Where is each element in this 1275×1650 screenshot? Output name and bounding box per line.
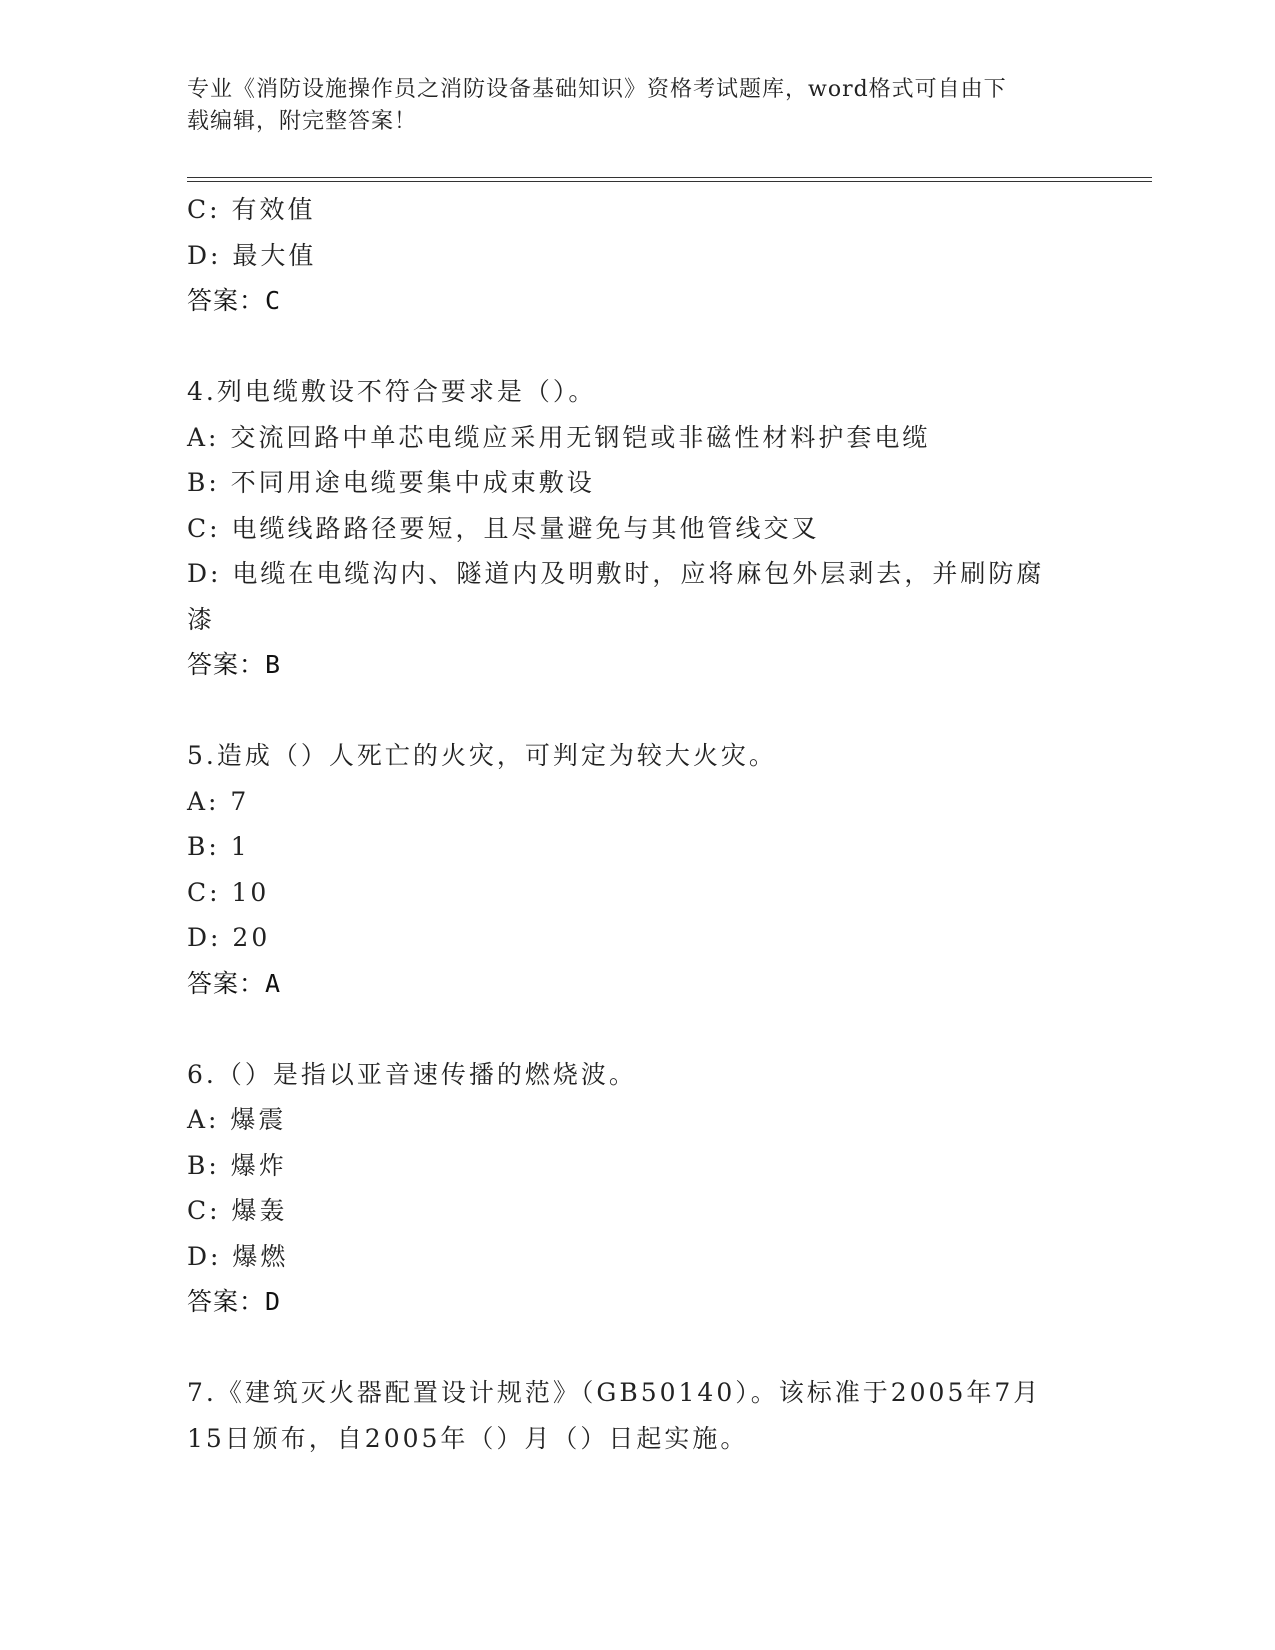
document-header [187,74,1087,138]
question-5 [187,733,1107,1006]
spacer [187,688,1107,734]
question-list [187,187,1107,1461]
question-text: 4.列电缆敷设不符合要求是（）。 [187,377,597,406]
answer: 答案：B [187,650,282,679]
question-6 [187,1052,1107,1325]
question-text-continued: 15日颁布，自2005年（）月（）日起实施。 [187,1423,749,1453]
question-3-tail [187,187,1107,324]
option-b: B: 爆炸 [187,1150,287,1180]
question-text: 7.《建筑灭火器配置设计规范》（GB50140）。该标准于2005年7月 [187,1378,1042,1407]
question-text: 6.（）是指以亚音速传播的燃烧波。 [187,1059,637,1089]
question-7 [187,1370,1107,1461]
question-4 [187,369,1107,688]
option-b: B: 不同用途电缆要集中成束敷设 [187,468,595,497]
option-c: C: 爆轰 [187,1196,288,1225]
option-c: C: 10 [187,877,270,907]
answer: 答案：A [187,968,282,998]
header-divider-bottom [187,181,1152,182]
option-d: D: 最大值 [187,240,317,270]
option-a: A: 7 [187,786,250,816]
answer: 答案：D [187,1287,282,1316]
question-text: 5.造成（）人死亡的火灾，可判定为较大火灾。 [187,741,777,770]
header-divider-top [187,177,1152,178]
option-a: A: 爆震 [187,1105,287,1134]
option-c: C: 有效值 [187,195,316,224]
option-d: D: 爆燃 [187,1241,289,1271]
header-line-2: 载编辑，附完整答案！ [187,109,418,134]
answer: 答案：C [187,286,282,315]
spacer [187,324,1107,370]
option-d-continued: 漆 [187,604,216,634]
spacer [187,1325,1107,1371]
spacer [187,1006,1107,1052]
option-d: D: 20 [187,923,271,952]
option-b: B: 1 [187,832,250,861]
option-a: A: 交流回路中单芯电缆应采用无钢铠或非磁性材料护套电缆 [187,422,931,452]
option-d: D: 电缆在电缆沟内、隧道内及明敷时，应将麻包外层剥去，并刷防腐 [187,559,1045,588]
header-line-1: 专业《消防设施操作员之消防设备基础知识》资格考试题库，word格式可自由下 [187,77,1007,102]
option-c: C: 电缆线路路径要短，且尽量避免与其他管线交叉 [187,513,820,543]
